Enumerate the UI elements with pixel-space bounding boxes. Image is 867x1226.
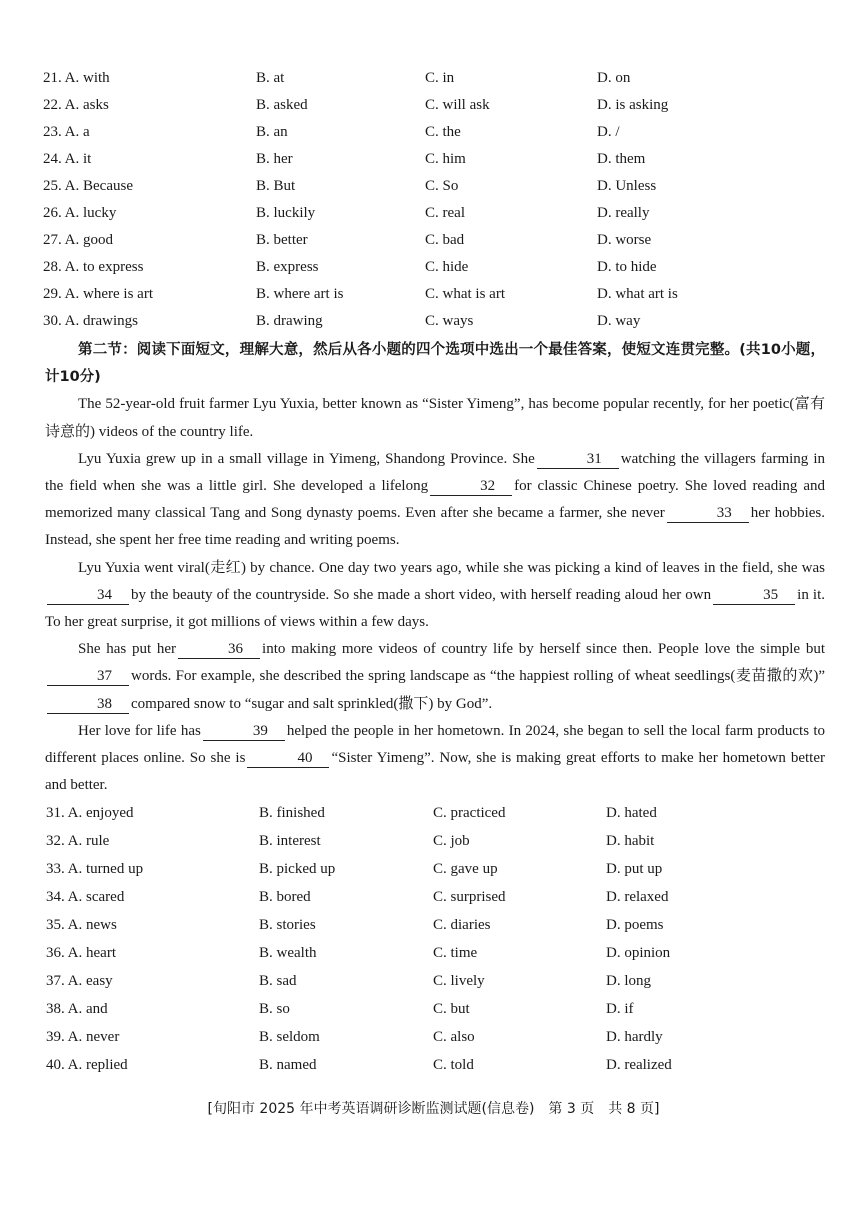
page-footer: [旬阳市 2025 年中考英语调研诊断监测试题(信息卷) 第 3 页 共 8 页]: [207, 1101, 660, 1117]
option-c: C. him: [425, 151, 466, 167]
text: into making more videos of country life by herself since then. People love the simple but: [262, 641, 825, 658]
option-a: [46, 945, 116, 962]
option-a: [43, 313, 138, 330]
blank-37: 37: [47, 667, 129, 686]
option-d: D. poems: [606, 917, 664, 933]
text: her hobbies. Instead, she spent her free time reading and writing poems.: [45, 505, 825, 549]
option-a-text: Because: [83, 178, 133, 194]
option-d: D. them: [597, 151, 646, 167]
blank-32: 32: [430, 477, 512, 496]
text: She has put her: [78, 641, 177, 658]
section-heading: 第二节：阅读下面短文，理解大意，然后从各小题的四个选项中选出一个最佳答案，使短文连贯完整。(共10小题，计10分): [45, 342, 825, 386]
option-a-text: drawings: [83, 313, 139, 329]
option-a-text: rule: [86, 833, 110, 849]
option-b: B. stories: [259, 917, 316, 933]
option-c: C. hide: [425, 259, 469, 275]
blank-31: 31: [537, 450, 619, 469]
option-row-27: [0, 232, 867, 258]
option-a-text: enjoyed: [86, 805, 134, 821]
question-number: 36. A.: [46, 945, 83, 961]
option-a: [43, 232, 113, 249]
option-row-23: [0, 124, 867, 150]
option-b: B. better: [256, 232, 308, 248]
option-d: D. on: [597, 70, 631, 86]
question-number: 23. A.: [43, 124, 80, 140]
option-d: D. habit: [606, 833, 655, 849]
option-row-32: [0, 833, 867, 859]
option-row-36: [0, 945, 867, 971]
option-a-text: replied: [86, 1057, 128, 1073]
question-number: 38. A.: [46, 1001, 83, 1017]
option-a-text: easy: [86, 973, 113, 989]
option-a-text: asks: [83, 97, 109, 113]
option-b: B. wealth: [259, 945, 317, 961]
option-a: [43, 124, 90, 141]
option-c: C. also: [433, 1029, 475, 1045]
paragraph-2: [45, 446, 825, 555]
option-row-29: [0, 286, 867, 312]
option-b: B. bored: [259, 889, 311, 905]
question-number: 40. A.: [46, 1057, 83, 1073]
question-number: 21. A.: [43, 70, 80, 86]
paragraph-3: [45, 555, 825, 637]
option-a: [43, 70, 110, 87]
text: “Sister Yimeng”. Now, she is making great efforts to make her hometown better and better.: [45, 750, 825, 794]
option-a-text: to express: [83, 259, 144, 275]
option-row-25: [0, 178, 867, 204]
question-number: 32. A.: [46, 833, 83, 849]
option-a: [46, 1057, 128, 1074]
option-a-text: where is art: [83, 286, 153, 302]
option-row-30: [0, 313, 867, 339]
question-number: 22. A.: [43, 97, 80, 113]
option-d: D. Unless: [597, 178, 657, 194]
option-a-text: lucky: [83, 205, 117, 221]
option-c: C. what is art: [425, 286, 505, 302]
option-d: D. to hide: [597, 259, 657, 275]
option-b: B. named: [259, 1057, 317, 1073]
question-number: 25. A.: [43, 178, 80, 194]
option-a: [46, 889, 124, 906]
option-a: [43, 178, 133, 195]
option-row-33: [0, 861, 867, 887]
option-d: D. worse: [597, 232, 652, 248]
option-b: B. finished: [259, 805, 325, 821]
option-a: [46, 833, 109, 850]
option-row-26: [0, 205, 867, 231]
option-d: D. opinion: [606, 945, 671, 961]
option-c: C. but: [433, 1001, 470, 1017]
option-c: C. will ask: [425, 97, 490, 113]
option-b: B. asked: [256, 97, 308, 113]
question-number: 39. A.: [46, 1029, 83, 1045]
option-a: [43, 97, 109, 114]
option-b: B. luckily: [256, 205, 316, 221]
option-a: [43, 205, 116, 222]
reading-passage: [45, 337, 825, 799]
option-c: C. job: [433, 833, 470, 849]
text: Lyu Yuxia went viral(走红) by chance. One day two years ago, while she was picking a kind of leaves in the field, she was: [78, 559, 825, 576]
option-row-24: [0, 151, 867, 177]
question-number: 31. A.: [46, 805, 83, 821]
text: Her love for life has: [78, 722, 201, 739]
option-c: C. time: [433, 945, 478, 961]
question-number: 28. A.: [43, 259, 80, 275]
text: watching the villagers farming in the field when she was a little girl. She developed a lifelong: [45, 450, 825, 495]
blank-36: 36: [178, 640, 260, 659]
question-number: 27. A.: [43, 232, 80, 248]
option-d: D. realized: [606, 1057, 672, 1073]
text: words. For example, she described the spring landscape as “the happiest rolling of wheat seedlings(麦苗撒的欢)”: [131, 668, 825, 685]
option-a-text: with: [83, 70, 110, 86]
option-row-37: [0, 973, 867, 999]
option-row-39: [0, 1029, 867, 1055]
option-row-38: [0, 1001, 867, 1027]
blank-34: 34: [47, 586, 129, 605]
option-c: C. So: [425, 178, 459, 194]
option-a-text: news: [86, 917, 117, 933]
option-row-31: [0, 805, 867, 831]
question-number: 37. A.: [46, 973, 83, 989]
option-d: D. long: [606, 973, 651, 989]
option-a-text: a: [83, 124, 90, 140]
paragraph-5: [45, 718, 825, 800]
option-d: D. hardly: [606, 1029, 663, 1045]
paragraph-1: The 52-year-old fruit farmer Lyu Yuxia, better known as “Sister Yimeng”, has become popular recently, for her poetic(富有诗意的) videos of the country life.: [45, 396, 825, 440]
option-a: [46, 1029, 119, 1046]
question-number: 33. A.: [46, 861, 83, 877]
option-b: B. interest: [259, 833, 321, 849]
option-d: D. put up: [606, 861, 663, 877]
option-a: [43, 286, 153, 303]
text: in it. To her great surprise, it got millions of views within a few days.: [45, 586, 825, 631]
option-b: B. where art is: [256, 286, 344, 302]
option-a-text: never: [86, 1029, 120, 1045]
option-d: D. really: [597, 205, 650, 221]
option-c: C. surprised: [433, 889, 506, 905]
option-d: D. /: [597, 124, 620, 140]
question-number: 30. A.: [43, 313, 80, 329]
blank-38: 38: [47, 695, 129, 714]
blank-39: 39: [203, 722, 285, 741]
option-b: B. express: [256, 259, 319, 275]
text: Lyu Yuxia grew up in a small village in Yimeng, Shandong Province. She: [78, 450, 535, 467]
text: for classic Chinese poetry. She loved reading and memorized many classical Tang and Song dynasty poems. Even after she became a farmer, she never: [45, 478, 826, 522]
option-a: [43, 151, 91, 168]
blank-33: 33: [667, 504, 749, 523]
option-c: C. practiced: [433, 805, 506, 821]
option-c: C. bad: [425, 232, 465, 248]
option-c: C. the: [425, 124, 461, 140]
option-d: D. is asking: [597, 97, 669, 113]
option-b: B. sad: [259, 973, 297, 989]
option-b: B. But: [256, 178, 296, 194]
option-d: D. what art is: [597, 286, 678, 302]
text: by the beauty of the countryside. So she made a short video, with herself reading aloud her own: [131, 586, 712, 603]
option-a-text: scared: [86, 889, 125, 905]
option-row-22: [0, 97, 867, 123]
option-a: [46, 973, 113, 990]
option-a: [46, 805, 134, 822]
option-row-34: [0, 889, 867, 915]
option-a: [46, 861, 143, 878]
option-row-21: [0, 70, 867, 96]
question-number: 26. A.: [43, 205, 80, 221]
question-number: 35. A.: [46, 917, 83, 933]
option-d: D. hated: [606, 805, 657, 821]
option-row-35: [0, 917, 867, 943]
text: helped the people in her hometown. In 2024, she began to sell the local farm products to different places online. So she is: [45, 722, 825, 767]
option-d: D. if: [606, 1001, 634, 1017]
question-number: 34. A.: [46, 889, 83, 905]
option-c: C. diaries: [433, 917, 491, 933]
option-c: C. told: [433, 1057, 474, 1073]
option-b: B. seldom: [259, 1029, 320, 1045]
option-a-text: turned up: [86, 861, 144, 877]
blank-40: 40: [247, 749, 329, 768]
option-row-28: [0, 259, 867, 285]
blank-35: 35: [713, 586, 795, 605]
option-a-text: heart: [86, 945, 116, 961]
option-c: C. lively: [433, 973, 485, 989]
option-a-text: good: [83, 232, 114, 248]
question-number: 29. A.: [43, 286, 80, 302]
option-c: C. ways: [425, 313, 474, 329]
option-d: D. relaxed: [606, 889, 669, 905]
option-c: C. in: [425, 70, 455, 86]
option-a: [46, 1001, 108, 1018]
option-c: C. real: [425, 205, 465, 221]
option-b: B. at: [256, 70, 285, 86]
option-d: D. way: [597, 313, 641, 329]
question-number: 24. A.: [43, 151, 80, 167]
option-c: C. gave up: [433, 861, 498, 877]
option-b: B. drawing: [256, 313, 323, 329]
option-a: [46, 917, 117, 934]
option-row-40: [0, 1057, 867, 1083]
option-b: B. her: [256, 151, 293, 167]
option-a-text: and: [86, 1001, 108, 1017]
option-b: B. an: [256, 124, 288, 140]
option-b: B. so: [259, 1001, 290, 1017]
option-a: [43, 259, 143, 276]
paragraph-4: [45, 636, 825, 718]
option-a-text: it: [83, 151, 92, 167]
text: compared snow to “sugar and salt sprinkled(撒下) by God”.: [131, 695, 493, 712]
option-b: B. picked up: [259, 861, 336, 877]
